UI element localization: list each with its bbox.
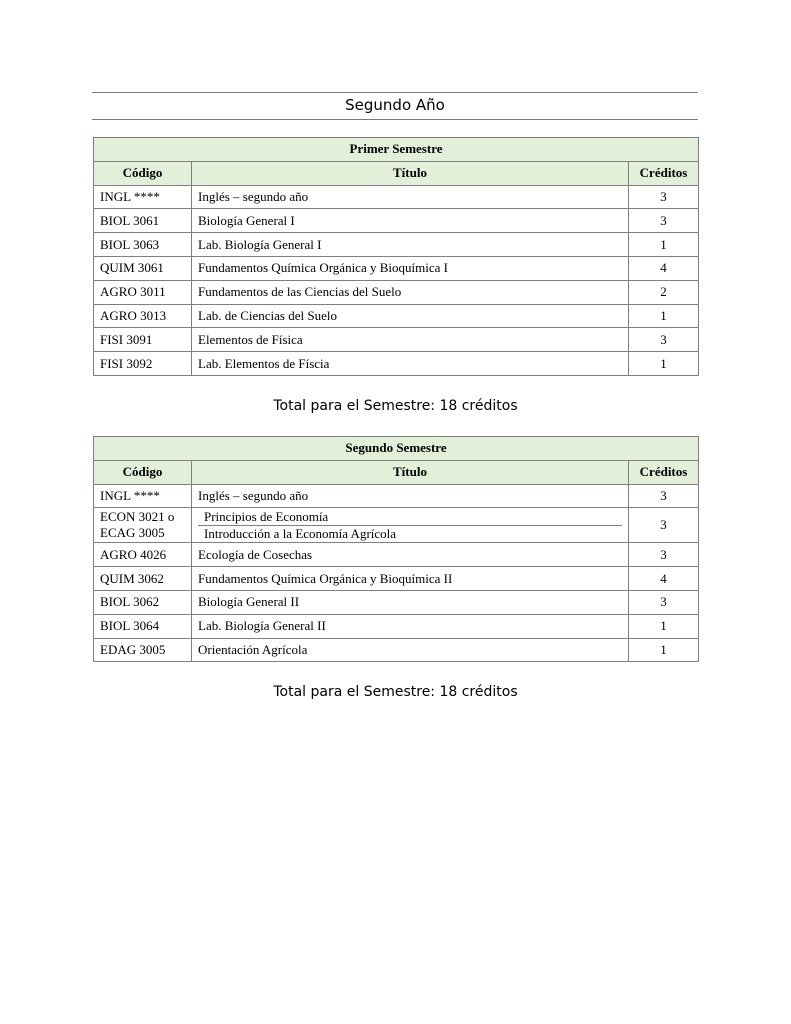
table-row xyxy=(94,614,699,638)
course-title: Fundamentos de las Ciencias del Suelo xyxy=(192,280,629,304)
table-row xyxy=(94,638,699,662)
course-code: QUIM 3062 xyxy=(94,567,192,591)
course-credits: 3 xyxy=(629,209,699,233)
course-code: AGRO 3013 xyxy=(94,304,192,328)
course-code: FISI 3091 xyxy=(94,328,192,352)
table-row xyxy=(94,543,699,567)
course-title: Elementos de Física xyxy=(192,328,629,352)
course-code xyxy=(94,508,192,543)
table-row xyxy=(94,209,699,233)
table-row xyxy=(94,256,699,280)
table-row xyxy=(94,185,699,209)
course-title-line: Principios de Economía xyxy=(204,508,329,524)
course-credits: 3 xyxy=(629,543,699,567)
course-title: Lab. Biología General II xyxy=(192,614,629,638)
semester-total: Total para el Semestre: 18 créditos xyxy=(273,398,518,414)
second-semester-table xyxy=(93,436,699,662)
course-title-line: Introducción a la Economía Agrícola xyxy=(198,525,622,542)
course-credits: 1 xyxy=(629,304,699,328)
column-header-code: Código xyxy=(94,460,192,484)
course-credits: 3 xyxy=(629,484,699,508)
course-title: Ecología de Cosechas xyxy=(192,543,629,567)
course-code: BIOL 3063 xyxy=(94,233,192,257)
course-title: Inglés – segundo año xyxy=(192,484,629,508)
table-row xyxy=(94,233,699,257)
course-title: Lab. Biología General I xyxy=(192,233,629,257)
course-title: Fundamentos Química Orgánica y Bioquímica I xyxy=(192,256,629,280)
table-row xyxy=(94,567,699,591)
table-row xyxy=(94,280,699,304)
course-credits: 2 xyxy=(629,280,699,304)
course-code: AGRO 4026 xyxy=(94,543,192,567)
course-credits: 1 xyxy=(629,638,699,662)
table-row xyxy=(94,352,699,376)
course-code: BIOL 3061 xyxy=(94,209,192,233)
course-code-line: ECON 3021 o xyxy=(100,509,175,525)
course-credits: 4 xyxy=(629,256,699,280)
course-credits: 1 xyxy=(629,352,699,376)
column-header-title: Título xyxy=(192,460,629,484)
course-credits: 3 xyxy=(629,328,699,352)
course-credits: 3 xyxy=(629,590,699,614)
course-code: EDAG 3005 xyxy=(94,638,192,662)
course-title: Biología General II xyxy=(192,590,629,614)
course-credits: 3 xyxy=(629,185,699,209)
course-code: BIOL 3064 xyxy=(94,614,192,638)
table-row xyxy=(94,328,699,352)
course-title: Fundamentos Química Orgánica y Bioquímica II xyxy=(192,567,629,591)
course-code: QUIM 3061 xyxy=(94,256,192,280)
table-row xyxy=(94,590,699,614)
column-header-title: Título xyxy=(192,161,629,185)
course-title: Lab. Elementos de Físcia xyxy=(192,352,629,376)
course-code: INGL **** xyxy=(94,185,192,209)
table-row xyxy=(94,508,699,543)
course-title: Inglés – segundo año xyxy=(192,185,629,209)
semester-header: Primer Semestre xyxy=(94,138,699,162)
semester-header: Segundo Semestre xyxy=(94,437,699,461)
semester-total: Total para el Semestre: 18 créditos xyxy=(273,684,518,700)
table-row xyxy=(94,304,699,328)
course-credits: 1 xyxy=(629,614,699,638)
course-code: FISI 3092 xyxy=(94,352,192,376)
course-code: BIOL 3062 xyxy=(94,590,192,614)
first-semester-table xyxy=(93,137,699,376)
column-header-credits: Créditos xyxy=(629,460,699,484)
column-header-code: Código xyxy=(94,161,192,185)
page-title: Segundo Año xyxy=(92,92,698,120)
course-code: AGRO 3011 xyxy=(94,280,192,304)
course-credits: 1 xyxy=(629,233,699,257)
course-credits: 3 xyxy=(629,508,699,543)
column-header-credits: Créditos xyxy=(629,161,699,185)
course-title xyxy=(192,508,629,543)
course-title: Biología General I xyxy=(192,209,629,233)
course-code-line: ECAG 3005 xyxy=(100,525,165,541)
course-title: Orientación Agrícola xyxy=(192,638,629,662)
course-code: INGL **** xyxy=(94,484,192,508)
course-credits: 4 xyxy=(629,567,699,591)
table-row xyxy=(94,484,699,508)
course-title: Lab. de Ciencias del Suelo xyxy=(192,304,629,328)
